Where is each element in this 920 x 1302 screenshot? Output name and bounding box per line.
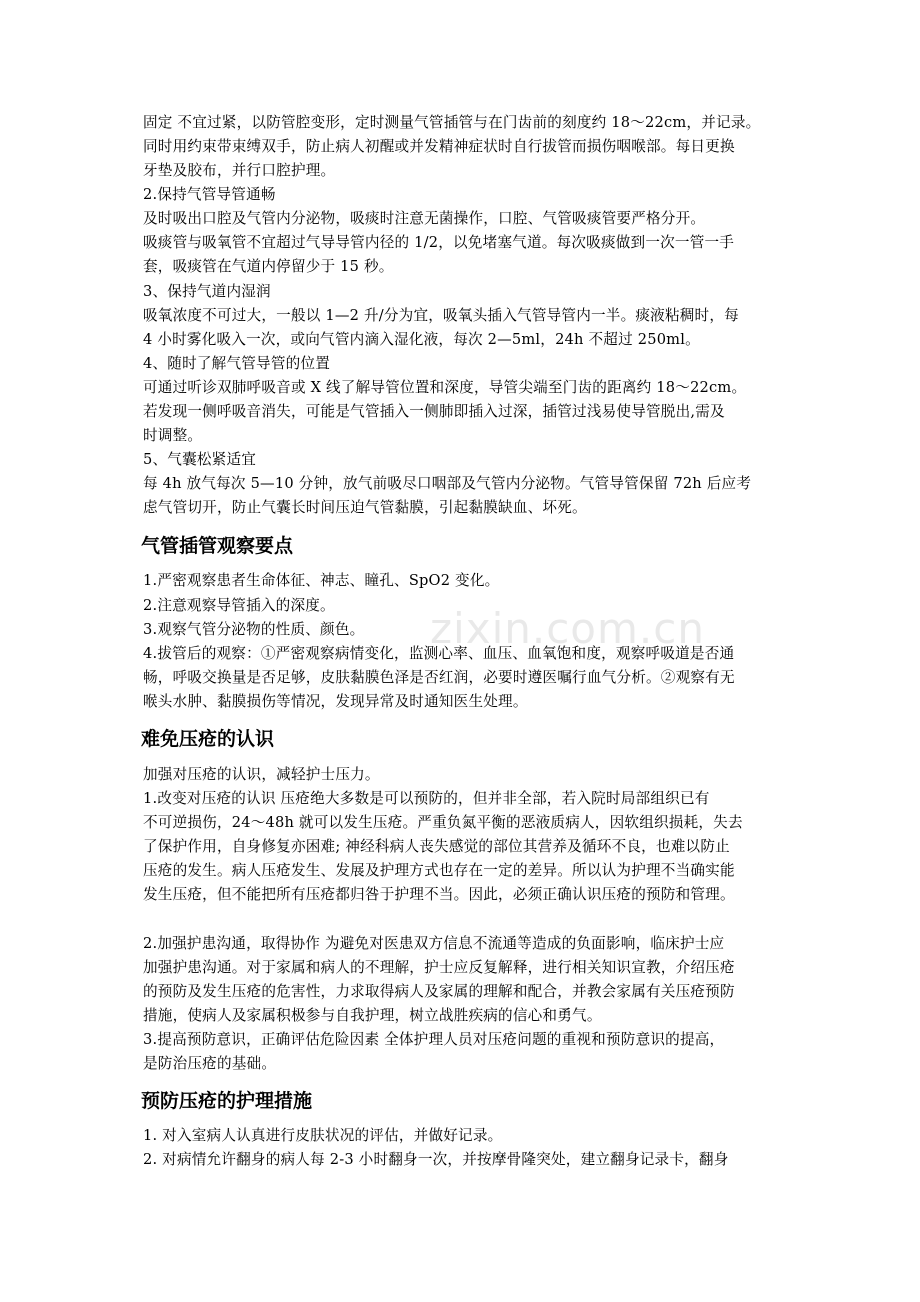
- section-heading: 预防压疮的护理措施: [141, 1090, 313, 1112]
- text-line: 1. 对入室病人认真进行皮肤状况的评估，并做好记录。: [143, 1127, 503, 1144]
- text-line: 2.注意观察导管插入的深度。: [143, 597, 335, 614]
- text-line: 及时吸出口腔及气管内分泌物，吸痰时注意无菌操作，口腔、气管吸痰管要严格分开。: [143, 210, 706, 227]
- text-line: 虑气管切开，防止气囊长时间压迫气管黏膜，引起黏膜缺血、坏死。: [143, 499, 587, 516]
- section-heading: 难免压疮的认识: [141, 728, 275, 750]
- text-line: 4、随时了解气管导管的位置: [143, 355, 331, 372]
- text-line: 套，吸痰管在气道内停留少于 15 秒。: [143, 258, 394, 275]
- text-line: 加强护患沟通。对于家属和病人的不理解，护士应反复解释，进行相关知识宣教，介绍压疮: [143, 959, 735, 976]
- text-line: 畅，呼吸交换量是否足够，皮肤黏膜色泽是否红润，必要时遵医嘱行血气分析。②观察有无: [143, 669, 735, 686]
- text-line: 3.提高预防意识，正确评估危险因素 全体护理人员对压疮问题的重视和预防意识的提高，: [143, 1031, 725, 1048]
- text-line: 1.改变对压疮的认识 压疮绝大多数是可以预防的，但并非全部，若入院时局部组织已有: [143, 790, 710, 807]
- watermark: zixin.com.cn: [430, 604, 705, 653]
- text-line: 喉头水肿、黏膜损伤等情况，发现异常及时通知医生处理。: [143, 693, 528, 710]
- text-line: 时调整。: [143, 427, 203, 444]
- text-line: 加强对压疮的认识，减轻护士压力。: [143, 766, 380, 783]
- text-line: 的预防及发生压疮的危害性，力求取得病人及家属的理解和配合，并教会家属有关压疮预防: [143, 983, 735, 1000]
- section-heading: 气管插管观察要点: [141, 535, 294, 557]
- text-line: 4 小时雾化吸入一次，或向气管内滴入湿化液，每次 2—5ml，24h 不超过 250ml。: [143, 331, 700, 348]
- text-line: 发生压疮，但不能把所有压疮都归咎于护理不当。因此，必须正确认识压疮的预防和管理。: [143, 886, 735, 903]
- text-line: 牙垫及胶布，并行口腔护理。: [143, 162, 336, 179]
- text-line: 同时用约束带束缚双手，防止病人初醒或并发精神症状时自行拔管而损伤咽喉部。每日更换: [143, 138, 735, 155]
- text-line: 2. 对病情允许翻身的病人每 2-3 小时翻身一次，并按摩骨隆突处，建立翻身记录卡，翻身: [143, 1151, 729, 1168]
- text-line: 措施，使病人及家属积极参与自我护理，树立战胜疾病的信心和勇气。: [143, 1007, 602, 1024]
- text-line: 了保护作用，自身修复亦困难; 神经科病人丧失感觉的部位其营养及循环不良，也难以防止: [143, 838, 730, 855]
- text-line: 压疮的发生。病人压疮发生、发展及护理方式也存在一定的差异。所以认为护理不当确实能: [143, 862, 735, 879]
- text-line: 吸氧浓度不可过大，一般以 1—2 升/分为宜，吸氧头插入气管导管内一半。痰液粘稠时，每: [143, 307, 739, 324]
- text-line: 固定 不宜过紧，以防管腔变形，定时测量气管插管与在门齿前的刻度约 18～22cm，并记录。: [143, 114, 761, 131]
- text-line: 2.保持气管导管通畅: [143, 186, 276, 203]
- text-line: 是防治压疮的基础。: [143, 1055, 277, 1072]
- text-line: 不可逆损伤，24～48h 就可以发生压疮。严重负氮平衡的恶液质病人，因软组织损耗，失去: [143, 814, 743, 831]
- text-line: 每 4h 放气每次 5—10 分钟，放气前吸尽口咽部及气管内分泌物。气管导管保留 72h 后应考: [143, 475, 752, 492]
- text-line: 1.严密观察患者生命体征、神志、瞳孔、SpO2 变化。: [143, 572, 500, 589]
- text-line: 5、气囊松紧适宜: [143, 451, 257, 468]
- text-line: 4.拔管后的观察：①严密观察病情变化，监测心率、血压、血氧饱和度，观察呼吸道是否通: [143, 645, 735, 662]
- text-line: 3.观察气管分泌物的性质、颜色。: [143, 621, 365, 638]
- text-line: 吸痰管与吸氧管不宜超过气导导管内径的 1/2，以免堵塞气道。每次吸痰做到一次一管一手: [143, 234, 735, 251]
- text-line: 2.加强护患沟通，取得协作 为避免对医患双方信息不流通等造成的负面影响，临床护士应: [143, 935, 725, 952]
- text-line: 若发现一侧呼吸音消失，可能是气管插入一侧肺即插入过深，插管过浅易使导管脱出,需及: [143, 403, 725, 420]
- text-line: 可通过听诊双肺呼吸音或 X 线了解导管位置和深度，导管尖端至门齿的距离约 18～22cm。: [143, 379, 747, 396]
- text-line: 3、保持气道内湿润: [143, 283, 271, 300]
